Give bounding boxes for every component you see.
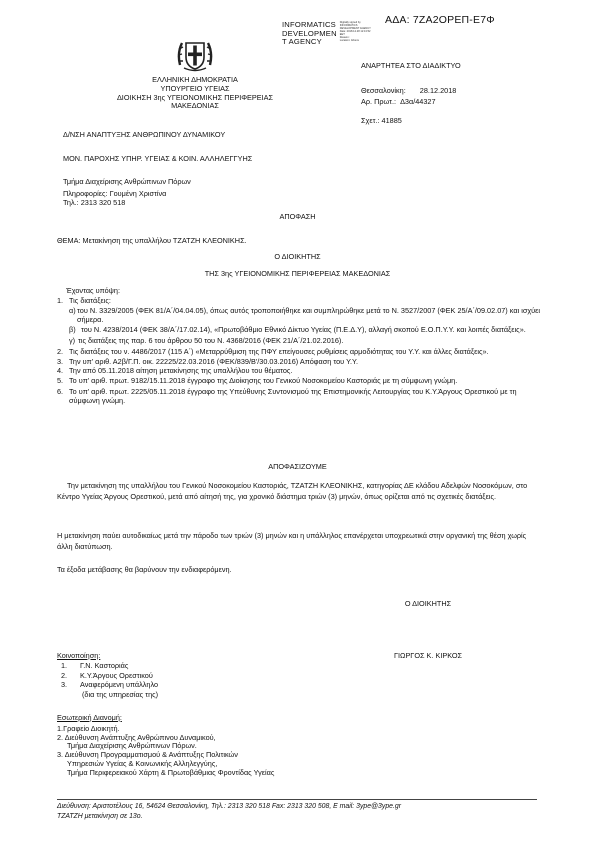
unit-name: ΜΟΝ. ΠΑΡΟΧΗΣ ΥΠΗΡ. ΥΓΕΙΑΣ & ΚΟΙΝ. ΑΛΛΗΛΕΓΓΥΗΣ bbox=[63, 154, 253, 163]
list-item: 3. Αναφερόμενη υπάλληλο bbox=[61, 680, 159, 690]
signature-title: Ο ΔΙΟΙΚΗΤΗΣ bbox=[404, 599, 452, 608]
protocol-value: Δ3α/44327 bbox=[400, 97, 436, 106]
signatory-name: ΓΙΩΡΓΟΣ Κ. ΚΙΡΚΟΣ bbox=[393, 651, 463, 660]
notification-block bbox=[57, 652, 158, 700]
decision-paragraph: Την μετακίνηση της υπαλλήλου του Γενικού Νοσοκομείου Καστοριάς, ΤΖΑΤΖΗ ΚΛΕΟΝΙΚΗΣ, κατηγορίας ΔΕ κλάδου Αδελφών Νοσοκόμων, στο Κέντρο Υγείας Άργους Ορεστικού, μετά από αίτησή της, για χρονικό διάστημα τριών (3) μηνών, όπως ορίζεται από τις σχετικές διατάξεις. bbox=[57, 481, 528, 502]
list-item: 2. Κ.Υ.Άργους Ορεστικού bbox=[61, 670, 153, 680]
director-heading: Ο ΔΙΟΙΚΗΤΗΣ bbox=[274, 252, 321, 261]
contact-block bbox=[63, 178, 191, 207]
ada-code: ΑΔΑ: 7ΖΑ2ΟΡΕΠ-Ε7Φ bbox=[385, 14, 495, 26]
signature-detail: Location: Athens bbox=[339, 39, 359, 42]
signature-detail: Digitally signed by bbox=[339, 21, 361, 24]
digital-signature-stamp bbox=[282, 21, 371, 47]
decision-title: ΑΠΟΦΑΣΗ bbox=[279, 212, 316, 221]
list-item: γ) τις διατάξεις της παρ. 6 του άρθρου 50 του Ν. 4368/2016 (ΦΕΚ 21/Α΄/21.02.2016). bbox=[69, 336, 344, 345]
list-item: α) του Ν. 3329/2005 (ΦΕΚ 81/Α΄/04.04.05), όπως αυτός τροποποιήθηκε και συμπληρώθηκε μετά το Ν. 3527/2007 (ΦΕΚ 25/Α΄/09.02.07) και ισχύει σήμερα. bbox=[69, 305, 541, 324]
signature-detail: EET bbox=[339, 33, 345, 36]
list-item: 1. Τις διατάξεις: bbox=[57, 296, 111, 305]
notification-note: (δια της υπηρεσίας της) bbox=[82, 690, 159, 699]
date-value: 28.12.2018 bbox=[419, 86, 457, 95]
distribution-line: Τμήμα Περιφερειακού Χάρτη & Πρωτοβάθμιας Φροντίδας Υγείας bbox=[67, 767, 275, 777]
issuer-line: ΔΙΟΙΚΗΣΗ 3ης ΥΓΕΙΟΝΟΜΙΚΗΣ ΠΕΡΙΦΕΡΕΙΑΣ bbox=[116, 92, 274, 102]
post-online-label: ΑΝΑΡΤΗΤΕΑ ΣΤΟ ΔΙΑΔΙΚΤΥΟ bbox=[361, 61, 461, 70]
internal-distribution-block bbox=[57, 714, 274, 777]
footer-file-name: ΤΖΑΤΖΗ μετακίνηση σε 13ο. bbox=[57, 813, 143, 820]
distribution-line: 2. Διεύθυνση Ανάπτυξης Ανθρώπινου Δυναμικού, bbox=[57, 732, 216, 742]
list-item: 1. Γ.Ν. Καστοριάς bbox=[61, 660, 129, 670]
list-item: 3. Την υπ' αριθ. Α2β/Γ.Π. οικ. 22225/22.03.2016 (ΦΕΚ/839/Β'/30.03.2016) Απόφαση του Υ.Υ. bbox=[57, 356, 358, 366]
greek-coat-of-arms-icon bbox=[176, 37, 214, 73]
related-reference: Σχετ.: 41885 bbox=[361, 116, 402, 125]
footer-address: Διεύθυνση: Αριστοτέλους 16, 54624 Θεσσαλονίκη, Τηλ.: 2313 320 518 Fax: 2313 320 508, E mail: 3ype@3ype.gr bbox=[57, 803, 402, 810]
contact-line: Πληροφορίες: Γουμένη Χριστίνα bbox=[63, 188, 167, 198]
signature-detail: INFORMATICS bbox=[339, 24, 358, 27]
subject-line: ΘΕΜΑ: Μετακίνηση της υπαλλήλου ΤΖΑΤΖΗ ΚΛΕΟΝΙΚΗΣ. bbox=[57, 236, 247, 245]
considerations-list bbox=[57, 297, 543, 405]
distribution-line: 3. Διεύθυνση Προγραμματισμού & Ανάπτυξης Πολιτικών bbox=[57, 750, 238, 759]
decision-paragraph: Η μετακίνηση παύει αυτοδικαίως μετά την πάροδο των τριών (3) μηνών και η υπάλληλος επανέρχεται υποχρεωτικά στην οργανική της θέση χωρίς άλλη διατύπωση. bbox=[57, 531, 527, 552]
footer-divider bbox=[57, 799, 537, 800]
internal-distribution-title: Εσωτερική Διανομή: bbox=[57, 713, 122, 722]
list-item: β) του Ν. 4238/2014 (ΦΕΚ 38/Α΄/17.02.14), «Πρωτοβάθμιο Εθνικό Δίκτυο Υγείας (Π.Ε.Δ.Υ), αλλαγή σκοπού Ε.Ο.Π.Υ.Υ. και λοιπές διατάξεις». bbox=[69, 325, 526, 335]
protocol-label: Αρ. Πρωτ.: bbox=[361, 97, 397, 106]
signature-detail: DEVELOPMENT AGENCY bbox=[339, 27, 371, 30]
document-date bbox=[361, 87, 456, 96]
contact-line: Τηλ.: 2313 320 518 bbox=[63, 197, 126, 207]
considering-label: Έχοντας υπόψη: bbox=[66, 286, 120, 295]
list-item: 2. Τις διατάξεις του ν. 4486/2017 (115 Α΄) «Μεταρρύθμιση της ΠΦΥ επείγουσες ρυθμίσεις αρμοδιότητας του Υ.Υ. και άλλες διατάξεις». bbox=[57, 346, 489, 356]
region-heading: ΤΗΣ 3ης ΥΓΕΙΟΝΟΜΙΚΗΣ ΠΕΡΙΦΕΡΕΙΑΣ ΜΑΚΕΔΟΝΙΑΣ bbox=[204, 269, 391, 278]
decision-paragraph: Τα έξοδα μετάβασης θα βαρύνουν την ενδιαφερόμενη. bbox=[57, 565, 232, 574]
distribution-line: 1.Γραφείο Διοικητή. bbox=[57, 723, 120, 733]
list-item: 6. Το υπ' αριθ. πρωτ. 2225/05.11.2018 έγγραφο της Υπεύθυνης Συντονισμού της Επιστημονικής Λειτουργίας του Κ.Υ.Άργους Ορεστικού με τη σύμφωνη γνώμη. bbox=[57, 386, 517, 405]
issuer-line: ΕΛΛΗΝΙΚΗ ΔΗΜΟΚΡΑΤΙΑ bbox=[152, 75, 238, 84]
list-item: 4. Την από 05.11.2018 αίτηση μετακίνησης της υπαλλήλου του θέματος. bbox=[57, 366, 293, 376]
distribution-line: Υπηρεσιών Υγείας & Κοινωνικής Αλληλεγγύης, bbox=[67, 758, 218, 768]
issuer-line: ΥΠΟΥΡΓΕΙΟ ΥΓΕΙΑΣ bbox=[160, 83, 230, 93]
signature-org-line: DEVELOPMEN bbox=[282, 28, 337, 38]
notification-title: Κοινοποίηση: bbox=[57, 651, 101, 660]
department-name: Δ/ΝΣΗ ΑΝΑΠΤΥΞΗΣ ΑΝΘΡΩΠΙΝΟΥ ΔΥΝΑΜΙΚΟΥ bbox=[63, 130, 226, 139]
place-label: Θεσσαλονίκη: bbox=[361, 86, 406, 95]
signature-org-line: INFORMATICS bbox=[282, 20, 336, 29]
list-item: 5. Το υπ' αριθ. πρωτ. 9182/15.11.2018 έγγραφο της Διοίκησης του Γενικού Νοσοκομείου Καστοριάς με τη σύμφωνη γνώμη. bbox=[57, 376, 458, 385]
issuer-line: ΜΑΚΕΔΟΝΙΑΣ bbox=[171, 101, 219, 111]
contact-line: Τμήμα Διαχείρισης Ανθρώπινων Πόρων bbox=[63, 177, 191, 186]
signature-detail: Reason: bbox=[339, 36, 350, 39]
decide-heading: ΑΠΟΦΑΣΙΖΟΥΜΕ bbox=[268, 462, 327, 471]
issuer-block bbox=[90, 76, 300, 111]
protocol-number bbox=[361, 98, 436, 107]
distribution-line: Τμήμα Διαχείρισης Ανθρώπινων Πόρων. bbox=[67, 741, 197, 751]
signature-detail: Date: 2018.12.28 12:13:52 bbox=[339, 30, 371, 33]
signature-org-line: T AGENCY bbox=[282, 37, 322, 47]
